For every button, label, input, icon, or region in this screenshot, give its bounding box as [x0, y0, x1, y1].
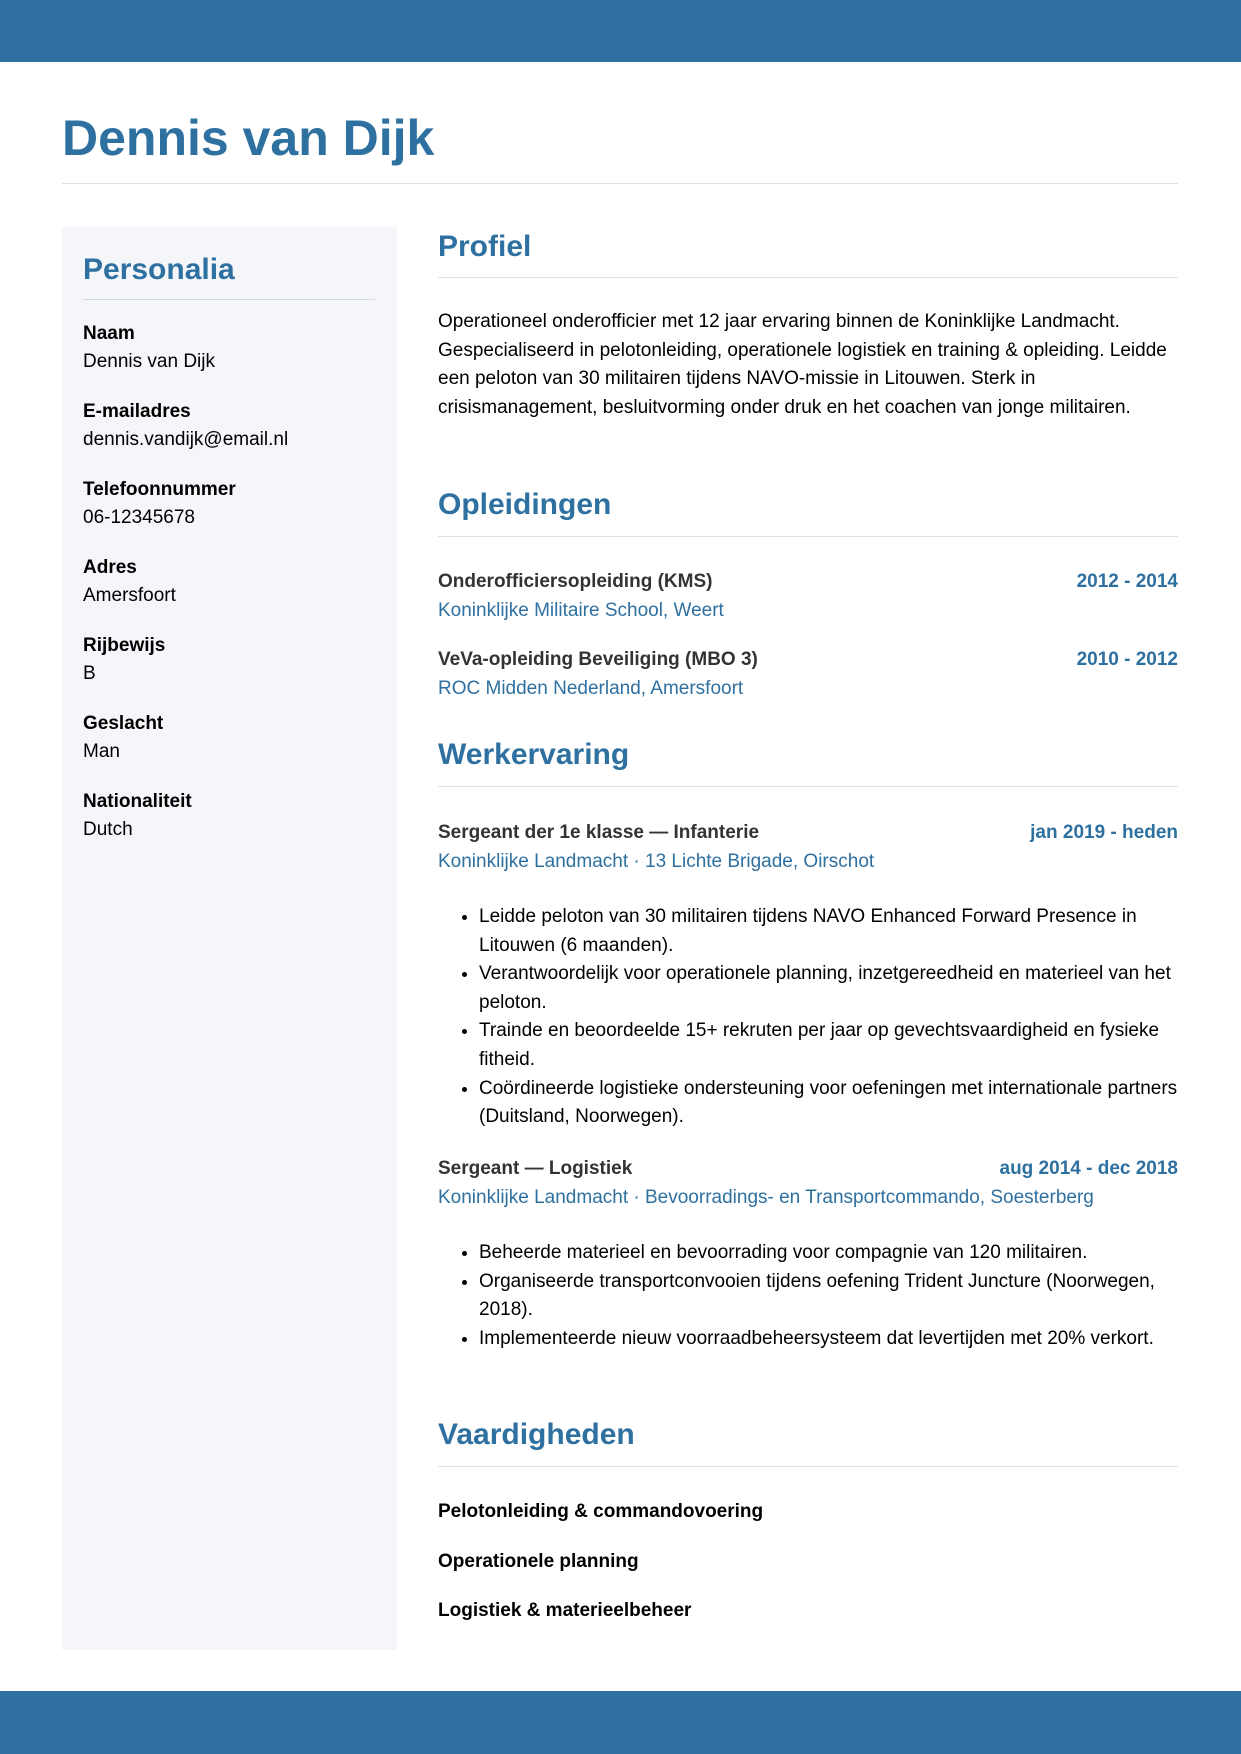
field-value: B [83, 663, 96, 684]
field-label: Naam [83, 323, 135, 344]
experience-bullets [438, 903, 1178, 1132]
field-label: Rijbewijs [83, 635, 166, 656]
experience-bullets [438, 1239, 1178, 1353]
field-drivers-license [83, 632, 383, 688]
entry-institution: ROC Midden Nederland, Amersfoort [438, 678, 744, 699]
profile-text: Operationeel onderofficier met 12 jaar ervaring binnen de Koninklijke Landmacht. Gespecialiseerd in pelotonleiding, operationele logistiek en training & opleiding. Leidde een peloton van 30 militairen tijdens NAVO-missie in Litouwen. Sterk in crisismanagement, besluitvorming onder druk en het coachen van jonge militairen. [438, 311, 1167, 418]
entry-title: Sergeant — Logistiek [438, 1158, 633, 1179]
skills-divider [438, 1466, 1178, 1467]
list-item: • Trainde en beoordeelde 15+ rekruten per jaar op gevechtsvaardigheid en fysieke fitheid. [479, 1017, 1178, 1074]
list-item: • Verantwoordelijk voor operationele planning, inzetgereedheid en materieel van het peloton. [479, 960, 1178, 1017]
sidebar-divider [83, 299, 375, 300]
field-email [83, 398, 383, 454]
list-item: • Beheerde materieel en bevoorrading voor compagnie van 120 militairen. [479, 1239, 1178, 1268]
sidebar-heading: Personalia [83, 253, 235, 286]
experience-divider [438, 786, 1178, 787]
field-value: Man [83, 741, 120, 762]
experience-entry [438, 1154, 1178, 1212]
list-item: • Leidde peloton van 30 militairen tijdens NAVO Enhanced Forward Presence in Litouwen (6 maanden). [479, 903, 1178, 960]
entry-institution: Koninklijke Militaire School, Weert [438, 600, 724, 621]
experience-heading: Werkervaring [438, 738, 630, 771]
bottom-accent-bar [0, 1691, 1241, 1754]
field-value: 06-12345678 [83, 507, 195, 528]
field-gender [83, 710, 383, 766]
entry-title: Onderofficiersopleiding (KMS) [438, 571, 713, 592]
field-label: Geslacht [83, 713, 164, 734]
entry-employer: Koninklijke Landmacht · 13 Lichte Brigade, Oirschot [438, 851, 875, 872]
education-entry [438, 645, 1178, 703]
education-entry [438, 567, 1178, 625]
field-name [83, 320, 383, 376]
top-accent-bar [0, 0, 1241, 62]
skill-item: Pelotonleiding & commandovoering [438, 1501, 764, 1522]
field-value: Dennis van Dijk [83, 351, 215, 372]
entry-date: 2012 - 2014 [1076, 571, 1178, 592]
entry-date: 2010 - 2012 [1076, 649, 1178, 670]
skill-item: Logistiek & materieelbeheer [438, 1600, 692, 1621]
field-label: Telefoonnummer [83, 479, 236, 500]
entry-employer: Koninklijke Landmacht · Bevoorradings- en Transportcommando, Soesterberg [438, 1187, 1094, 1208]
field-label: Adres [83, 557, 137, 578]
entry-date: aug 2014 - dec 2018 [999, 1158, 1178, 1179]
field-value: Amersfoort [83, 585, 176, 606]
profile-divider [438, 277, 1178, 278]
field-nationality [83, 788, 383, 844]
personalia-sidebar [62, 227, 397, 1650]
field-address [83, 554, 383, 610]
field-label: E-mailadres [83, 401, 191, 422]
list-item: • Implementeerde nieuw voorraadbeheersysteem dat levertijden met 20% verkort. [479, 1325, 1178, 1354]
education-divider [438, 536, 1178, 537]
list-item: • Coördineerde logistieke ondersteuning voor oefeningen met internationale partners (Duitsland, Noorwegen). [479, 1075, 1178, 1132]
page-title: Dennis van Dijk [62, 110, 435, 166]
field-phone [83, 476, 383, 532]
entry-title: Sergeant der 1e klasse — Infanterie [438, 822, 760, 843]
skill-item: Operationele planning [438, 1551, 639, 1572]
experience-entry [438, 818, 1178, 876]
education-heading: Opleidingen [438, 488, 612, 521]
list-item: • Organiseerde transportconvooien tijdens oefening Trident Juncture (Noorwegen, 2018). [479, 1268, 1178, 1325]
entry-date: jan 2019 - heden [1030, 822, 1178, 843]
field-value: Dutch [83, 819, 133, 840]
entry-title: VeVa-opleiding Beveiliging (MBO 3) [438, 649, 758, 670]
profile-heading: Profiel [438, 230, 532, 263]
skills-heading: Vaardigheden [438, 1418, 635, 1451]
field-value: dennis.vandijk@email.nl [83, 429, 289, 450]
field-label: Nationaliteit [83, 791, 192, 812]
title-divider [62, 183, 1178, 184]
